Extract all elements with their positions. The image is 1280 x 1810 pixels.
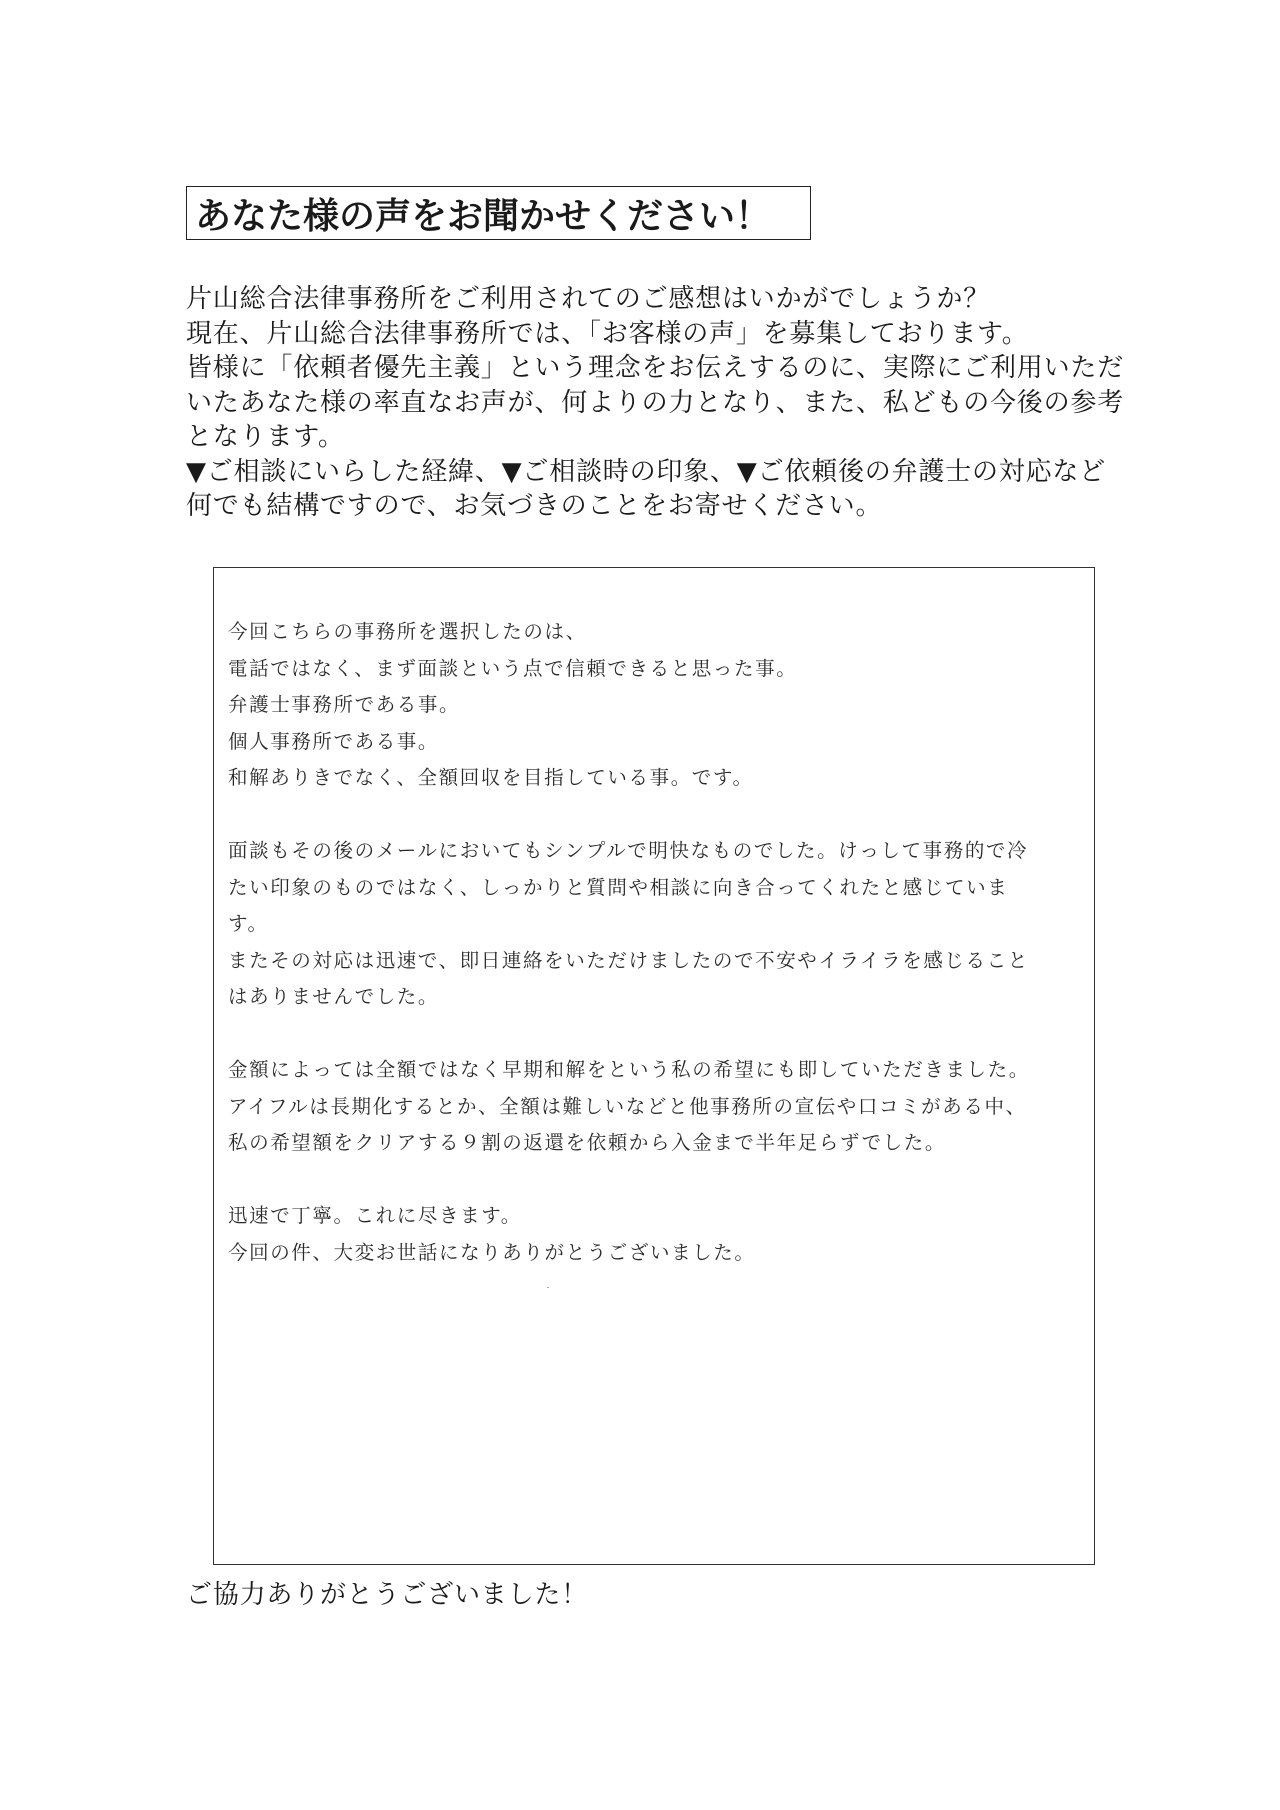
response-line: 今回こちらの事務所を選択したのは、 bbox=[228, 620, 587, 643]
response-line: 面談もその後のメールにおいてもシンプルで明快なものでした。けっして事務的で冷 bbox=[228, 839, 1029, 862]
response-text bbox=[228, 614, 1088, 1271]
response-line: 個人事務所である事。 bbox=[228, 729, 440, 753]
response-line: 今回の件、大変お世話になりありがとうございました。 bbox=[228, 1240, 756, 1264]
response-line: たい印象のものではなく、しっかりと質問や相談に向き合ってくれたと感じていま bbox=[228, 875, 1009, 899]
response-line: 和解ありきでなく、全額回収を目指している事。です。 bbox=[228, 766, 754, 789]
response-line: 電話ではなく、まず面談という点で信頼できると思った事。 bbox=[228, 656, 798, 680]
response-line: アイフルは長期化するとか、全額は難しいなどと他事務所の宣伝や口コミがある中、 bbox=[228, 1094, 1027, 1118]
intro-line: 皆様に「依頼者優先主義」という理念をお伝えするのに、実際にご利用いただ bbox=[186, 353, 1125, 383]
response-line: 弁護士事務所である事。 bbox=[228, 693, 461, 716]
page-title-text: あなた様の声をお聞かせください！ bbox=[195, 195, 772, 237]
response-line: またその対応は迅速で、即日連絡をいただけましたので不安やイライラを感じること bbox=[228, 948, 1029, 972]
response-line: 迅速で丁寧。これに尽きます。 bbox=[228, 1204, 522, 1227]
paragraph-gap bbox=[228, 1162, 1088, 1199]
page-title bbox=[186, 186, 811, 240]
paragraph-gap bbox=[228, 1016, 1088, 1053]
response-line: す。 bbox=[228, 912, 269, 935]
scan-speck bbox=[547, 1287, 549, 1288]
intro-line: となります。 bbox=[186, 422, 345, 452]
closing-text: ご協力ありがとうございました！ bbox=[186, 1580, 589, 1610]
intro-line: 片山総合法律事務所をご利用されてのご感想はいかがでしょうか？ bbox=[186, 284, 991, 314]
intro-text bbox=[186, 282, 1125, 524]
response-line: はありませんでした。 bbox=[228, 985, 440, 1008]
intro-line: 何でも結構ですので、お気づきのことをお寄せください。 bbox=[186, 491, 883, 521]
paragraph-gap bbox=[228, 797, 1088, 834]
response-line: 私の希望額をクリアする９割の返還を依頼から入金まで半年足らずでした。 bbox=[228, 1131, 946, 1154]
intro-line: いたあなた様の率直なお声が、何よりの力となり、また、私どもの今後の参考 bbox=[186, 387, 1125, 418]
intro-line: 現在、片山総合法律事務所では、「お客様の声」を募集しております。 bbox=[186, 318, 1029, 349]
response-line: 金額によっては全額ではなく早期和解をという私の希望にも即していただきました。 bbox=[228, 1058, 1030, 1081]
intro-line: ▼ご相談にいらした経緯、▼ご相談時の印象、▼ご依頼後の弁護士の対応など bbox=[186, 456, 1106, 487]
